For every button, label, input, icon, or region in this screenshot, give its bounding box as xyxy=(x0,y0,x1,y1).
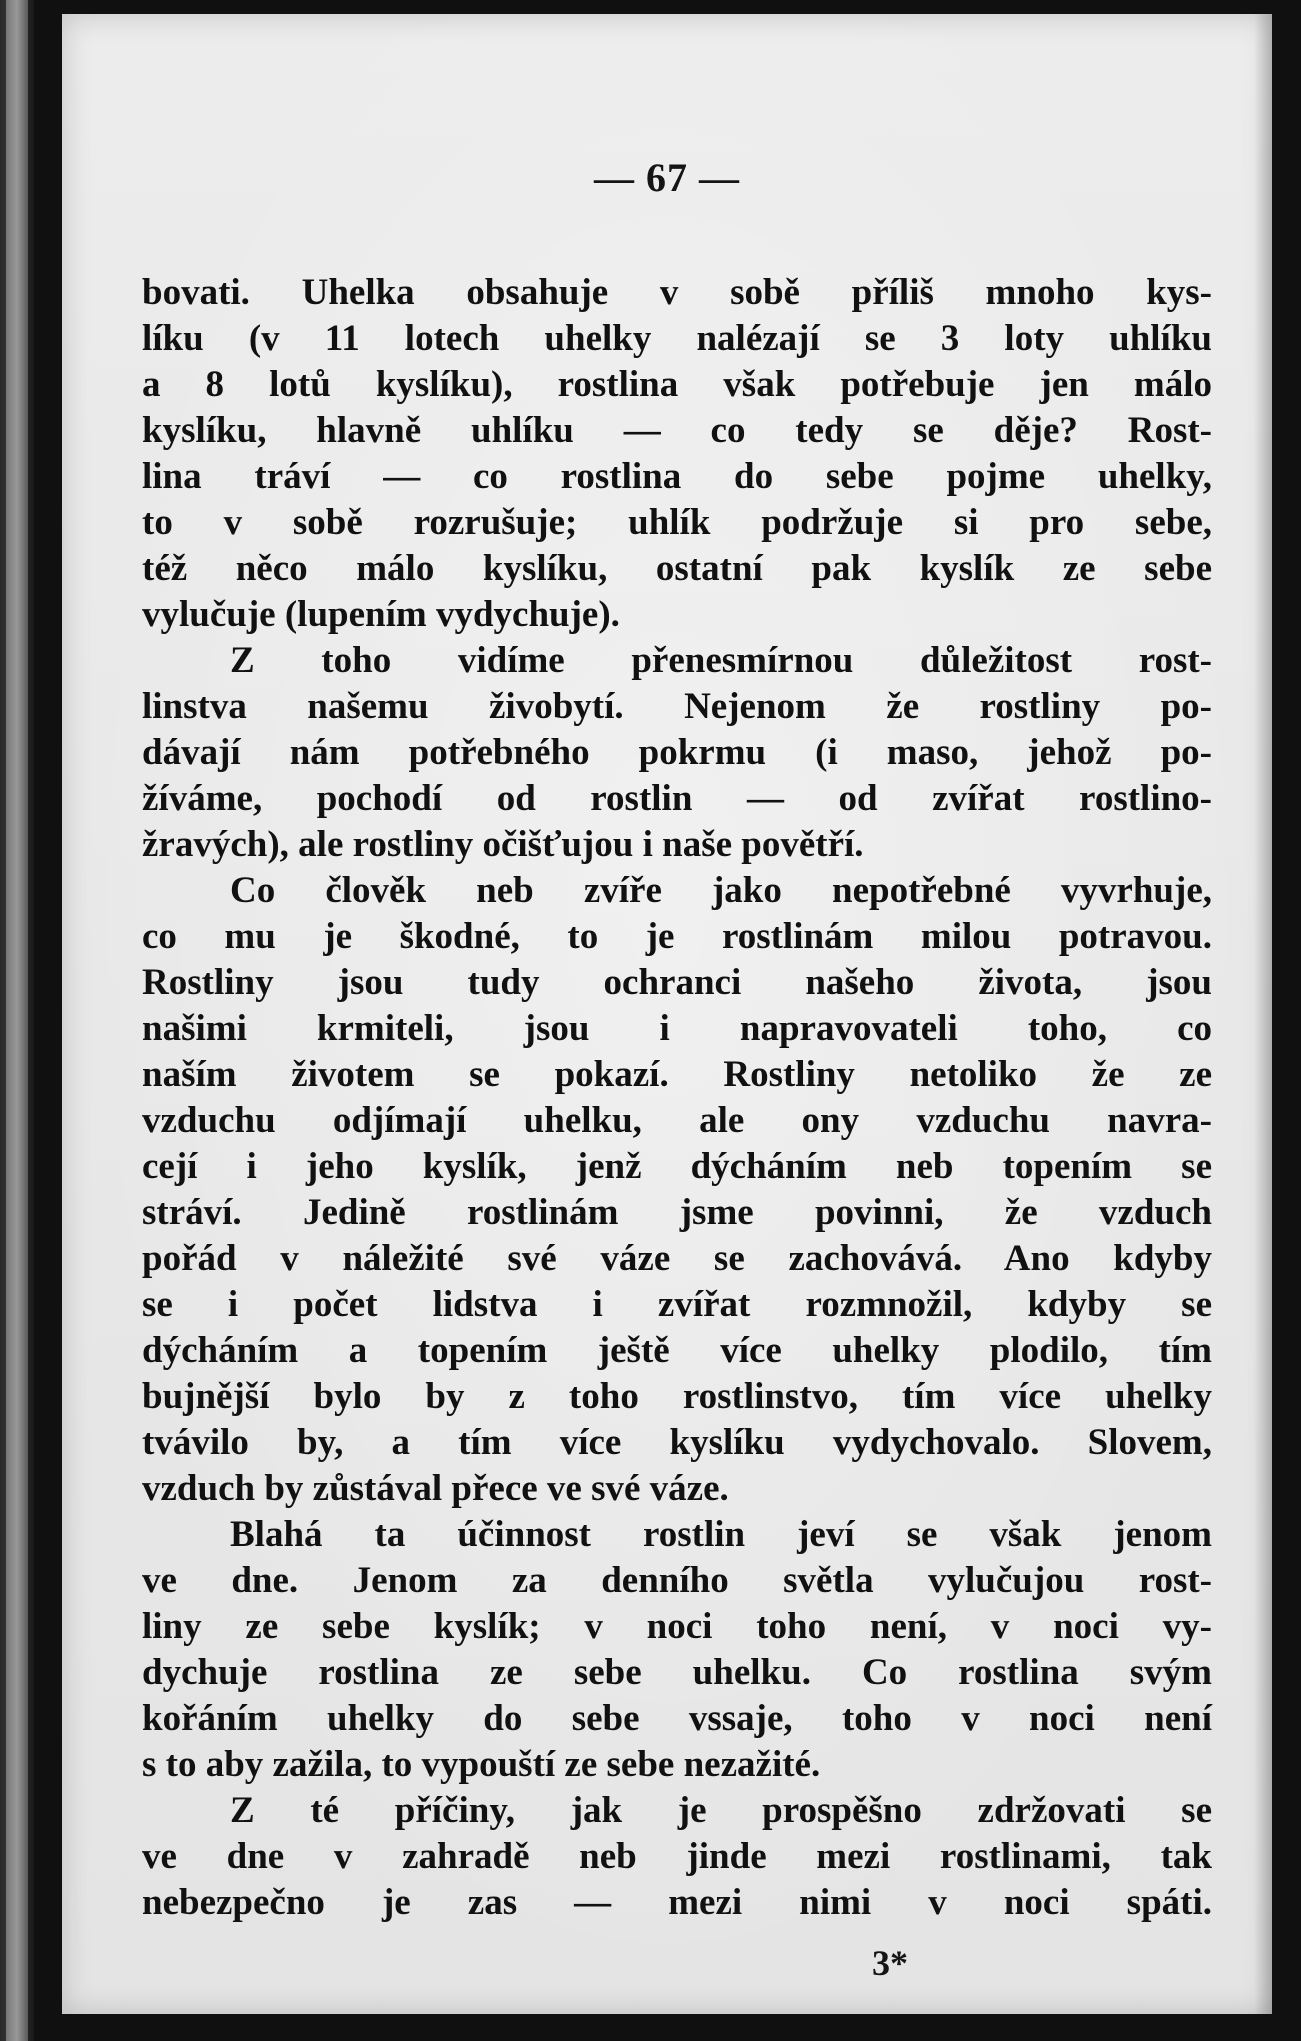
text-line: naším životem se pokazí. Rostliny netoliko že ze xyxy=(142,1054,1212,1095)
text-line: ve dne. Jenom za denního světla vylučujou rost- xyxy=(142,1560,1212,1601)
page-shadow-edge xyxy=(1254,14,1272,2014)
text-line: líku (v 11 lotech uhelky nalézají se 3 loty uhlíku xyxy=(142,318,1212,359)
text-line: Rostliny jsou tudy ochranci našeho života, jsou xyxy=(142,962,1212,1003)
text-line: kořáním uhelky do sebe vssaje, toho v noci není xyxy=(142,1698,1212,1739)
text-line: žravých), ale rostliny očišťujou i naše povětří. xyxy=(142,824,864,865)
text-line: vzduch by zůstával přece ve své váze. xyxy=(142,1468,729,1509)
text-line: bujnější bylo by z toho rostlinstvo, tím více uhelky xyxy=(142,1376,1212,1417)
text-line: vylučuje (lupením vydychuje). xyxy=(142,594,620,635)
text-line: tvávilo by, a tím více kyslíku vydychovalo. Slovem, xyxy=(142,1422,1212,1463)
text-line: dávají nám potřebného pokrmu (i maso, jehož po- xyxy=(142,732,1212,773)
text-line: to v sobě rozrušuje; uhlík podržuje si pro sebe, xyxy=(142,502,1212,543)
text-line: s to aby zažila, to vypouští ze sebe nezažité. xyxy=(142,1744,821,1785)
previous-page-paper xyxy=(6,0,28,2041)
text-line: Blahá ta účinnost rostlin jeví se však jenom xyxy=(230,1514,1212,1555)
text-line: Co člověk neb zvíře jako nepotřebné vyvrhuje, xyxy=(230,870,1212,911)
text-line: bovati. Uhelka obsahuje v sobě příliš mnoho kys- xyxy=(142,272,1212,313)
text-line: kyslíku, hlavně uhlíku — co tedy se děje? Rost- xyxy=(142,410,1212,451)
text-line: co mu je škodné, to je rostlinám milou potravou. xyxy=(142,916,1212,957)
text-line: dýcháním a topením ještě více uhelky plodilo, tím xyxy=(142,1330,1212,1371)
text-line: linstva našemu živobytí. Nejenom že rostliny po- xyxy=(142,686,1212,727)
text-line: dychuje rostlina ze sebe uhelku. Co rostlina svým xyxy=(142,1652,1212,1693)
text-line: našimi krmiteli, jsou i napravovateli toho, co xyxy=(142,1008,1212,1049)
text-line: stráví. Jedině rostlinám jsme povinni, že vzduch xyxy=(142,1192,1212,1233)
text-line: Z té příčiny, jak je prospěšno zdržovati se xyxy=(230,1790,1212,1831)
page-number: — 67 — xyxy=(594,155,740,200)
text-line: Z toho vidíme přenesmírnou důležitost rost- xyxy=(230,640,1212,681)
text-line: též něco málo kyslíku, ostatní pak kyslík ze sebe xyxy=(142,548,1212,589)
book-page xyxy=(62,14,1272,2014)
previous-page-edge xyxy=(0,0,34,2041)
signature-mark: 3* xyxy=(872,1943,908,1983)
text-line: pořád v náležité své váze se zachovává. Ano kdyby xyxy=(142,1238,1212,1279)
text-line: ve dne v zahradě neb jinde mezi rostlinami, tak xyxy=(142,1836,1212,1877)
text-line: cejí i jeho kyslík, jenž dýcháním neb topením se xyxy=(142,1146,1212,1187)
body-text xyxy=(142,270,1212,1926)
text-line: a 8 lotů kyslíku), rostlina však potřebuje jen málo xyxy=(142,364,1212,405)
text-line: žíváme, pochodí od rostlin — od zvířat rostlino- xyxy=(142,778,1212,819)
text-line: lina tráví — co rostlina do sebe pojme uhelky, xyxy=(142,456,1212,497)
text-line: se i počet lidstva i zvířat rozmnožil, kdyby se xyxy=(142,1284,1212,1325)
text-line: liny ze sebe kyslík; v noci toho není, v noci vy- xyxy=(142,1606,1212,1647)
text-line: vzduchu odjímají uhelku, ale ony vzduchu navra- xyxy=(142,1100,1212,1141)
text-line: nebezpečno je zas — mezi nimi v noci spáti. xyxy=(142,1882,1212,1923)
